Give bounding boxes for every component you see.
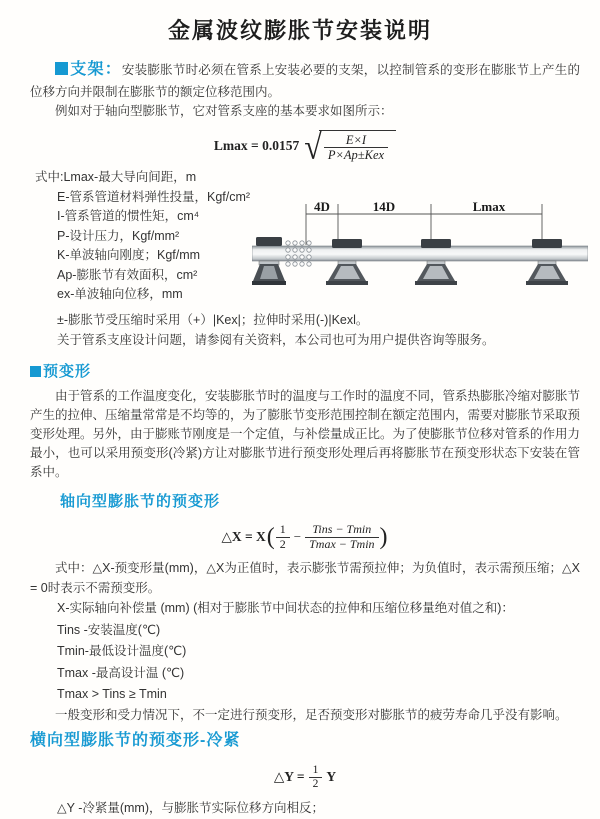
lateral-formula-rhs: Y xyxy=(326,769,337,785)
temperature-fraction-denominator: Tmax − Tmin xyxy=(305,537,378,552)
axial-note-line: Tins -安装温度(℃) xyxy=(57,622,161,637)
definition-line: K-单波轴向刚度；Kgf/mm xyxy=(57,248,201,263)
axial-notes xyxy=(30,559,580,725)
dimension-label-14d: 14D xyxy=(372,201,396,215)
lateral-subsection-heading: 横向型膨胀节的预变形-冷紧 xyxy=(30,732,241,750)
lateral-note-line: △Y -冷紧量(mm)，与膨胀节实际位移方向相反； xyxy=(57,801,325,816)
axial-formula xyxy=(30,523,580,552)
temperature-fraction-numerator: Tins − Tmin xyxy=(312,521,372,536)
dimension-lines xyxy=(306,204,542,245)
support-heading-label: 支架： xyxy=(70,61,122,79)
axial-subsection-heading: 轴向型膨胀节的预变形 xyxy=(60,492,221,510)
close-paren: ) xyxy=(379,524,388,551)
open-paren: ( xyxy=(266,524,275,551)
predeform-heading-label: 预变形 xyxy=(43,363,92,381)
half-fraction xyxy=(276,523,290,552)
consult-note-line: 关于管系支座设计问题，请参阅有关资料，本公司也可为用户提供咨询等服务。 xyxy=(57,333,495,348)
temperature-fraction xyxy=(305,523,378,552)
support-section-heading xyxy=(55,61,122,78)
axial-note-line: Tmax -最高设计温 (℃) xyxy=(57,665,185,680)
section-marker-icon xyxy=(30,366,41,377)
definition-line: E-管系管道材料弹性投量，Kgf/cm² xyxy=(57,189,251,204)
half-numerator: 1 xyxy=(312,763,319,776)
lmax-formula-lhs: Lmax = 0.0157 xyxy=(213,137,300,153)
section-marker-icon xyxy=(55,62,68,75)
definition-line: Ap-膨胀节有效面积，cm² xyxy=(57,267,198,282)
axial-note-line: Tmin-最低设计温度(℃) xyxy=(57,644,187,659)
axial-note-line: Tmax > Tins ≥ Tmin xyxy=(57,687,167,702)
lmax-fraction-numerator: E×I xyxy=(345,132,367,147)
lmax-fraction xyxy=(324,133,388,163)
lateral-formula xyxy=(30,764,580,791)
pipe-support-icon xyxy=(326,239,368,285)
definition-line: I-管系管道的惯性矩，cm⁴ xyxy=(57,209,200,224)
half-denominator: 2 xyxy=(309,777,323,791)
pipe-support-diagram xyxy=(252,201,588,291)
sign-note-line: ±-膨胀节受压缩时采用（+）|Kex|；拉伸时采用(-)|Kexl。 xyxy=(57,313,369,328)
lateral-formula-lhs: △Y = xyxy=(273,769,305,785)
pipe-support-icon xyxy=(526,239,568,285)
pipe-support-icon xyxy=(415,239,457,285)
half-denominator: 2 xyxy=(276,537,290,552)
predeform-body-paragraph: 由于管系的工作温度变化，安装膨胀节时的温度与工作时的温度不同，管系热膨胀冷缩对膨胀节产生的拉伸、压缩量常常是不均等的，为了膨胀节变形范围控制在额定范围内，需要对膨胀节采取预变形处理。另外，由于膨账节刚度是一个定值，与补偿量成正比。为了使膨胀节位移对管系的作用力最小，也可以采用预变形(冷紧)方让对膨胀节进行预变形处理后再将膨胀节在预变形状态下安装在管系中。 xyxy=(30,388,581,479)
axial-summary-line: 一般变形和受力情况下，不一定进行预变形，足否预变形对膨胀节的疲劳寿命几乎没有影响。 xyxy=(55,707,568,722)
lmax-fraction-denominator: P×Ap±Kex xyxy=(324,147,388,162)
definition-line: 式中:Lmax-最大导向间距，m xyxy=(35,170,197,185)
dimension-label-lmax: Lmax xyxy=(472,201,506,215)
support-intro-paragraph xyxy=(30,58,580,102)
axial-formula-lhs: △X = X xyxy=(221,528,266,544)
sqrt-radicand xyxy=(319,130,396,163)
definition-line: P-设计压力，Kgf/mm² xyxy=(57,228,180,243)
minus-sign: − xyxy=(293,529,302,545)
sqrt-symbol: √ xyxy=(304,125,322,166)
lmax-formula xyxy=(30,125,580,166)
support-example-line: 例如对于轴向型膨胀节，它对管系支座的基本要求如图所示： xyxy=(55,104,393,119)
dimension-label-4d: 4D xyxy=(314,201,330,215)
definitions-and-diagram xyxy=(30,168,580,310)
content-area xyxy=(0,58,600,819)
axial-note-line: X-实际轴向补偿量 (mm) (相对于膨胀节中间状态的拉伸和压缩位移量绝对值之和)： xyxy=(57,601,514,616)
predeform-section-heading xyxy=(30,360,580,383)
half-fraction xyxy=(309,764,323,791)
half-numerator: 1 xyxy=(279,521,286,536)
page-title: 金属波纹膨胀节安装说明 xyxy=(167,18,432,43)
axial-note-paragraph: 式中：△X-预变形量(mm)，△X为正值时，表示膨张节需预拉伸；为负值时，表示需预压缩；△X = 0时表示不需预变形。 xyxy=(30,561,580,595)
definition-line: ex-单波轴向位移，mm xyxy=(57,287,183,302)
support-intro-text: 安装膨胀节时必须在管系上安装必要的支架，以控制管系的变形在膨胀节上产生的位移方向并限制在膨胀节的额定位移范围内。 xyxy=(30,63,580,99)
